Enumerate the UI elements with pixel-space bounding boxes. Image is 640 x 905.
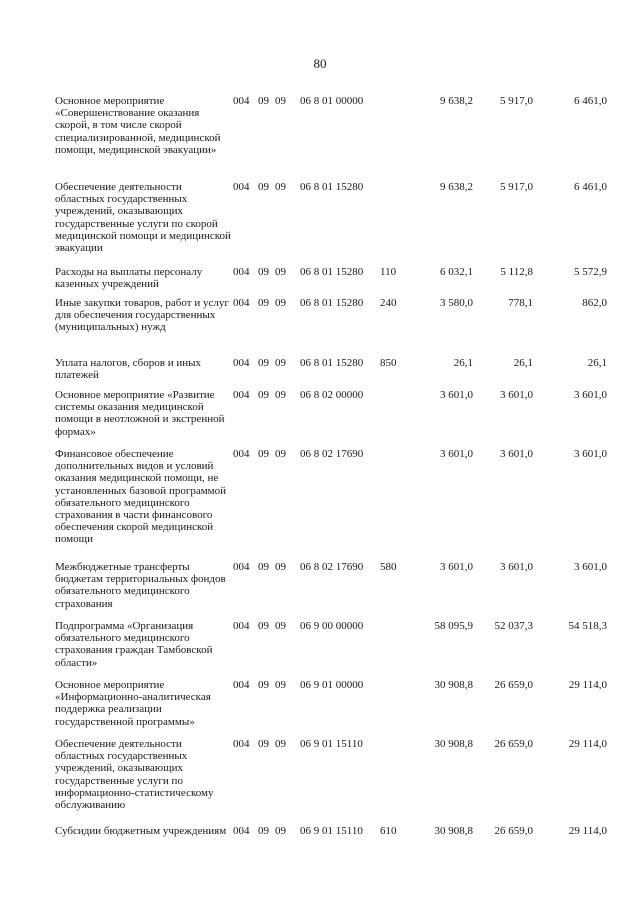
section-code: 09 — [258, 266, 269, 278]
amount-2021: 29 114,0 — [568, 825, 607, 837]
target-article: 06 8 02 17690 — [300, 448, 364, 460]
amount-2020: 3 601,0 — [500, 448, 533, 460]
section-code: 09 — [258, 448, 269, 460]
expense-type: 240 — [380, 297, 397, 309]
amount-2020: 3 601,0 — [500, 561, 533, 573]
ministry-code: 004 — [233, 266, 250, 278]
subsection-code: 09 — [275, 620, 286, 632]
amount-2021: 29 114,0 — [568, 679, 607, 691]
ministry-code: 004 — [233, 95, 250, 107]
ministry-code: 004 — [233, 679, 250, 691]
amount-2021: 5 572,9 — [574, 266, 607, 278]
amount-2019: 6 032,1 — [440, 266, 473, 278]
target-article: 06 9 01 15110 — [300, 738, 363, 750]
amount-2019: 30 908,8 — [434, 738, 473, 750]
amount-2020: 26 659,0 — [494, 679, 533, 691]
row-name: Обеспечение деятельности областных государственных учреждений, оказывающих государственные услуги по скорой медицинской помощи и медицинской эвакуации — [55, 181, 231, 255]
page-number: 80 — [313, 56, 327, 71]
target-article: 06 8 02 17690 — [300, 561, 364, 573]
amount-2020: 52 037,3 — [494, 620, 533, 632]
row-name: Иные закупки товаров, работ и услуг для обеспечения государственных (муниципальных) нужд — [55, 297, 229, 334]
amount-2021: 3 601,0 — [574, 561, 607, 573]
subsection-code: 09 — [275, 181, 286, 193]
amount-2020: 26,1 — [513, 357, 533, 369]
row-name: Уплата налогов, сборов и иных платежей — [55, 357, 202, 382]
ministry-code: 004 — [233, 825, 250, 837]
row-name: Обеспечение деятельности областных государственных учреждений, оказывающих государственные услуги по информационно-статистическому обслуживанию — [55, 738, 214, 812]
amount-2019: 26,1 — [453, 357, 473, 369]
amount-2019: 9 638,2 — [440, 95, 473, 107]
section-code: 09 — [258, 297, 269, 309]
subsection-code: 09 — [275, 825, 286, 837]
ministry-code: 004 — [233, 297, 250, 309]
section-code: 09 — [258, 620, 269, 632]
amount-2020: 26 659,0 — [494, 738, 533, 750]
expense-type: 580 — [380, 561, 397, 573]
amount-2019: 9 638,2 — [440, 181, 473, 193]
target-article: 06 8 02 00000 — [300, 389, 364, 401]
amount-2020: 5 917,0 — [500, 95, 533, 107]
target-article: 06 9 00 00000 — [300, 620, 364, 632]
row-name: Расходы на выплаты персоналу казенных учреждений — [55, 266, 203, 291]
row-name: Финансовое обеспечение дополнительных видов и условий оказания медицинской помощи, не установленных базовой программой обязательного медицинского страхования в части финансового обеспечения скорой медицинской помощи — [55, 448, 227, 546]
amount-2021: 29 114,0 — [568, 738, 607, 750]
target-article: 06 8 01 15280 — [300, 357, 364, 369]
amount-2019: 3 601,0 — [440, 561, 473, 573]
ministry-code: 004 — [233, 448, 250, 460]
row-name: Межбюджетные трансферты бюджетам территориальных фондов обязательного медицинского страхования — [55, 561, 226, 610]
target-article: 06 8 01 00000 — [300, 95, 364, 107]
amount-2019: 3 601,0 — [440, 448, 473, 460]
expense-type: 110 — [380, 266, 397, 278]
subsection-code: 09 — [275, 561, 286, 573]
subsection-code: 09 — [275, 738, 286, 750]
amount-2019: 3 580,0 — [440, 297, 473, 309]
expense-type: 850 — [380, 357, 397, 369]
amount-2020: 26 659,0 — [494, 825, 533, 837]
target-article: 06 9 01 00000 — [300, 679, 364, 691]
section-code: 09 — [258, 181, 269, 193]
amount-2021: 3 601,0 — [574, 389, 607, 401]
amount-2019: 30 908,8 — [434, 825, 473, 837]
amount-2021: 26,1 — [587, 357, 607, 369]
row-name: Основное мероприятие «Информационно-аналитическая поддержка реализации государственной программы» — [55, 679, 211, 728]
amount-2021: 6 461,0 — [574, 95, 607, 107]
section-code: 09 — [258, 95, 269, 107]
row-name: Субсидии бюджетным учреждениям — [55, 825, 227, 837]
ministry-code: 004 — [233, 357, 250, 369]
section-code: 09 — [258, 389, 269, 401]
amount-2019: 30 908,8 — [434, 679, 473, 691]
row-name: Основное мероприятие «Развитие системы оказания медицинской помощи в неотложной и экстренной формах» — [55, 389, 225, 438]
section-code: 09 — [258, 825, 269, 837]
amount-2021: 6 461,0 — [574, 181, 607, 193]
amount-2020: 5 112,8 — [500, 266, 533, 278]
ministry-code: 004 — [233, 620, 250, 632]
amount-2019: 58 095,9 — [434, 620, 473, 632]
section-code: 09 — [258, 738, 269, 750]
row-name: Подпрограмма «Организация обязательного медицинского страхования граждан Тамбовской области» — [55, 620, 213, 669]
amount-2020: 5 917,0 — [500, 181, 533, 193]
amount-2021: 3 601,0 — [574, 448, 607, 460]
subsection-code: 09 — [275, 266, 286, 278]
amount-2020: 3 601,0 — [500, 389, 533, 401]
subsection-code: 09 — [275, 389, 286, 401]
ministry-code: 004 — [233, 738, 250, 750]
subsection-code: 09 — [275, 448, 286, 460]
row-name: Основное мероприятие «Совершенствование оказания скорой, в том числе скорой специализированной, медицинской помощи, медицинской эвакуации» — [55, 95, 221, 156]
section-code: 09 — [258, 561, 269, 573]
target-article: 06 8 01 15280 — [300, 297, 364, 309]
ministry-code: 004 — [233, 389, 250, 401]
target-article: 06 9 01 15110 — [300, 825, 363, 837]
subsection-code: 09 — [275, 95, 286, 107]
subsection-code: 09 — [275, 357, 286, 369]
ministry-code: 004 — [233, 561, 250, 573]
ministry-code: 004 — [233, 181, 250, 193]
amount-2021: 54 518,3 — [568, 620, 607, 632]
amount-2019: 3 601,0 — [440, 389, 473, 401]
subsection-code: 09 — [275, 679, 286, 691]
amount-2021: 862,0 — [582, 297, 607, 309]
section-code: 09 — [258, 357, 269, 369]
target-article: 06 8 01 15280 — [300, 266, 364, 278]
section-code: 09 — [258, 679, 269, 691]
amount-2020: 778,1 — [508, 297, 533, 309]
expense-type: 610 — [380, 825, 397, 837]
subsection-code: 09 — [275, 297, 286, 309]
target-article: 06 8 01 15280 — [300, 181, 364, 193]
